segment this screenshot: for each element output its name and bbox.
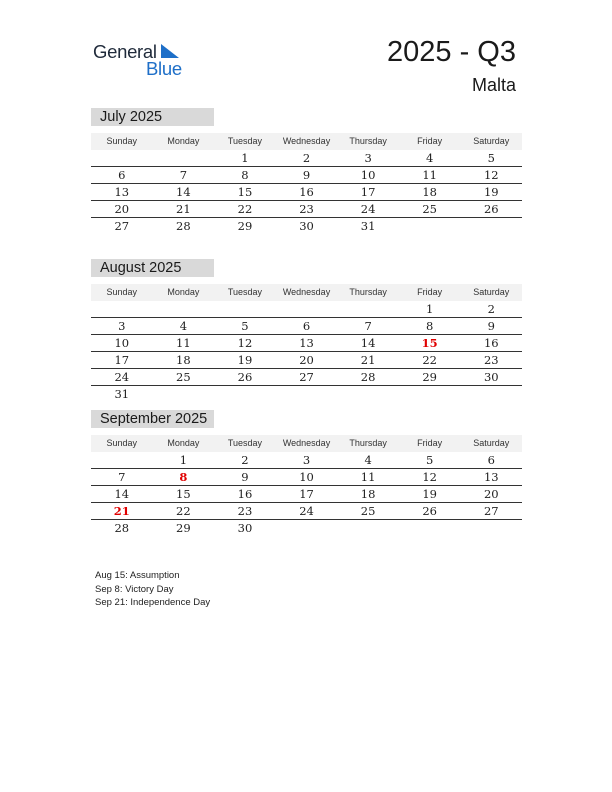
weekday-header-row [91,435,522,452]
day-cell: 13 [483,470,499,484]
day-cell: 12 [237,336,253,350]
day-cell: 29 [237,219,253,233]
day-cell: 16 [299,185,314,199]
weekday-label: Tuesday [227,136,263,146]
weekday-label: Tuesday [227,438,263,448]
weekday-label: Monday [167,287,200,297]
day-cell: 14 [176,185,191,199]
country-name: Malta [471,75,516,95]
day-cell: 29 [422,370,437,384]
day-cell: 16 [483,336,499,350]
day-cell: 16 [237,487,253,501]
day-cell: 3 [118,319,126,333]
day-cell: 10 [299,470,314,484]
day-cell [153,301,215,317]
week-row [91,369,522,386]
day-cell: 24 [360,202,376,216]
day-cell: 31 [360,219,376,233]
week-row [91,520,522,536]
day-cell [276,520,338,536]
day-cell [460,386,522,402]
day-cell: 11 [360,470,376,484]
holiday-note: Sep 8: Victory Day [95,583,174,595]
weekday-label: Thursday [349,136,387,146]
day-cell: 20 [299,353,314,367]
day-cell [214,386,276,402]
day-cell: 30 [237,521,253,535]
holiday-note: Aug 15: Assumption [95,570,180,581]
day-cell: 14 [360,336,376,350]
day-cell: 18 [176,353,191,367]
day-cell [91,301,153,317]
month-title: August 2025 [91,259,214,277]
weekday-header-row [91,133,522,150]
day-cell: 28 [360,370,376,384]
weekday-label: Thursday [349,438,387,448]
day-cell: 17 [114,353,130,367]
day-cell: 29 [176,521,191,535]
day-cell: 9 [241,470,249,484]
day-cell: 1 [179,453,188,467]
month-calendar [91,108,522,234]
day-cell: 7 [179,168,188,182]
holiday-day-cell: 21 [113,504,130,518]
week-row [91,352,522,369]
day-cell: 6 [118,168,126,182]
holiday-notes [95,569,210,610]
day-cell [337,386,399,402]
holiday-day-cell: 8 [179,470,188,484]
day-cell: 18 [422,185,437,199]
weekday-label: Sunday [106,438,138,448]
day-cell [91,150,153,166]
weekday-label: Wednesday [282,438,331,448]
day-cell: 22 [237,202,253,216]
day-cell: 8 [426,319,434,333]
month-title: September 2025 [91,410,214,428]
week-row [91,301,522,318]
week-row [91,201,522,218]
weekday-label: Monday [167,438,200,448]
day-cell: 19 [237,353,253,367]
week-row [91,452,522,469]
month-calendar [91,259,522,402]
day-cell: 8 [241,168,249,182]
day-cell: 7 [364,319,372,333]
month-title: July 2025 [91,108,214,126]
day-cell: 13 [299,336,314,350]
day-cell [399,520,461,536]
day-cell: 25 [176,370,191,384]
day-cell: 9 [487,319,495,333]
day-cell: 1 [426,302,434,316]
day-cell: 22 [422,353,437,367]
day-cell [91,452,153,468]
day-cell: 13 [114,185,130,199]
logo [93,41,193,81]
logo-general-text: General [93,41,157,62]
day-cell [153,150,215,166]
day-cell: 3 [302,453,311,467]
day-cell: 22 [176,504,191,518]
day-cell: 2 [487,302,495,316]
day-cell: 26 [483,202,499,216]
weekday-label: Wednesday [282,287,331,297]
day-cell: 27 [299,370,314,384]
day-cell [276,386,338,402]
holiday-note: Sep 21: Independence Day [95,597,211,608]
day-cell: 12 [483,168,499,182]
day-cell: 25 [360,504,376,518]
week-row [91,335,522,352]
day-cell: 24 [114,370,130,384]
day-cell [153,386,215,402]
day-cell: 27 [114,219,130,233]
page-title: 2025 - Q3 [387,36,516,68]
weekday-label: Wednesday [282,136,331,146]
day-cell: 5 [487,151,495,165]
day-cell: 3 [364,151,372,165]
day-cell: 2 [302,151,311,165]
day-cell: 1 [241,151,249,165]
day-cell: 26 [237,370,253,384]
day-cell [460,218,522,234]
day-cell: 21 [360,353,376,367]
day-cell: 26 [422,504,437,518]
weekday-label: Saturday [473,287,510,297]
weekday-label: Friday [417,287,443,297]
day-cell: 10 [114,336,130,350]
weekday-label: Saturday [473,136,510,146]
week-row [91,218,522,234]
day-cell: 14 [114,487,130,501]
day-cell: 9 [302,168,311,182]
day-cell: 4 [179,319,188,333]
weekday-label: Friday [417,438,443,448]
month-calendar [91,410,522,536]
day-cell [337,301,399,317]
day-cell: 24 [299,504,314,518]
week-row [91,184,522,201]
day-cell: 5 [241,319,249,333]
week-row [91,469,522,486]
day-cell: 10 [360,168,376,182]
weekday-label: Sunday [106,136,138,146]
day-cell: 25 [422,202,437,216]
day-cell: 6 [487,453,495,467]
day-cell [214,301,276,317]
week-row [91,150,522,167]
day-cell: 19 [483,185,499,199]
day-cell [399,386,461,402]
weekday-label: Saturday [473,438,510,448]
day-cell: 27 [483,504,499,518]
day-cell: 15 [176,487,191,501]
day-cell: 6 [302,319,311,333]
day-cell: 11 [176,336,191,350]
day-cell: 2 [241,453,249,467]
day-cell: 19 [422,487,437,501]
day-cell: 28 [114,521,130,535]
day-cell: 11 [422,168,437,182]
weekday-label: Monday [167,136,200,146]
weekday-label: Friday [417,136,443,146]
weekday-label: Tuesday [227,287,263,297]
day-cell: 23 [483,353,499,367]
day-cell: 15 [237,185,253,199]
week-row [91,486,522,503]
day-cell [276,301,338,317]
day-cell [337,520,399,536]
day-cell: 21 [176,202,191,216]
day-cell: 5 [426,453,434,467]
day-cell: 17 [360,185,376,199]
day-cell: 17 [299,487,314,501]
day-cell: 4 [426,151,434,165]
week-row [91,167,522,184]
day-cell [460,520,522,536]
day-cell: 20 [114,202,130,216]
day-cell [399,218,461,234]
day-cell: 20 [483,487,499,501]
weekday-header-row [91,284,522,301]
day-cell: 23 [237,504,253,518]
week-row [91,318,522,335]
weekday-label: Sunday [106,287,138,297]
day-cell: 23 [299,202,314,216]
day-cell: 28 [176,219,191,233]
week-row [91,386,522,402]
day-cell: 30 [483,370,499,384]
day-cell: 7 [118,470,126,484]
logo-blue-text: Blue [146,58,182,79]
day-cell: 12 [422,470,437,484]
day-cell: 4 [364,453,372,467]
weekday-label: Thursday [349,287,387,297]
day-cell: 18 [360,487,376,501]
day-cell: 30 [299,219,314,233]
holiday-day-cell: 15 [421,336,438,350]
week-row [91,503,522,520]
day-cell: 31 [114,387,130,401]
